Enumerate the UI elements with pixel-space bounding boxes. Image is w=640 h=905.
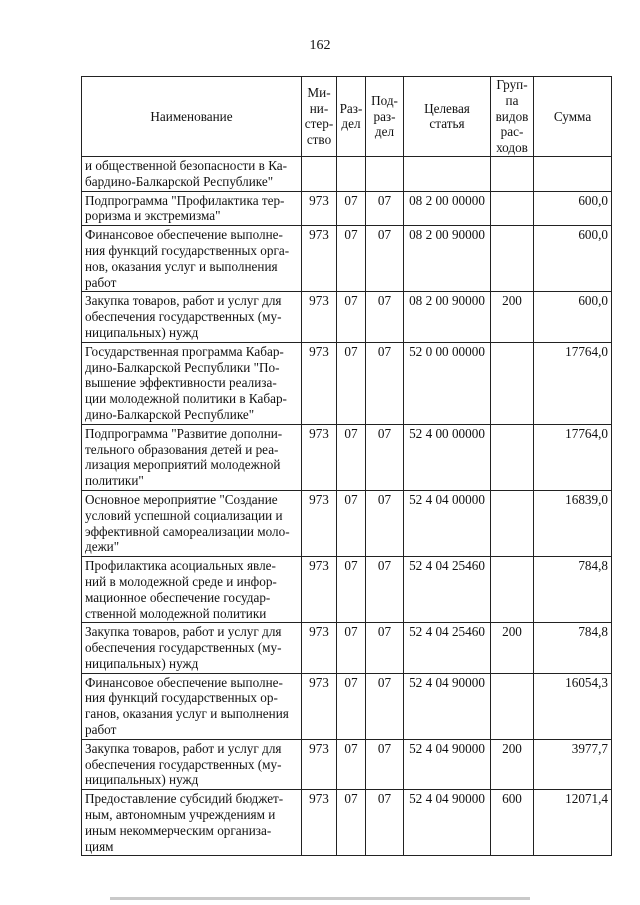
cell-target: 52 4 04 90000 [404,673,491,739]
cell-ministry: 973 [302,292,337,342]
cell-sum: 3977,7 [534,739,612,789]
cell-target: 08 2 00 90000 [404,226,491,292]
cell-group [491,673,534,739]
cell-ministry: 973 [302,226,337,292]
cell-podrazdel: 07 [366,739,404,789]
cell-name: Закупка товаров, работ и услуг для обеспечения государственных (му- ниципальных) нужд [82,292,302,342]
header-razdel: Раз- дел [337,77,366,157]
table-row [82,790,612,856]
cell-podrazdel: 07 [366,623,404,673]
cell-target: 52 4 04 90000 [404,790,491,856]
cell-podrazdel: 07 [366,292,404,342]
cell-podrazdel: 07 [366,191,404,226]
header-row [82,77,612,157]
cell-sum: 16839,0 [534,490,612,556]
page-bottom-divider [110,897,530,900]
cell-name: Подпрограмма "Развитие дополни- тельного образования детей и реа- лизация мероприятий молодежной политики" [82,424,302,490]
cell-name: и общественной безопасности в Ка- бардино-Балкарской Республике" [82,156,302,191]
cell-name: Государственная программа Кабар- дино-Балкарской Республики "По- вышение эффективности реализа- ции молодежной политики в Кабар- дино-Балкарской Республике" [82,342,302,424]
cell-group [491,490,534,556]
table-row [82,342,612,424]
cell-ministry [302,156,337,191]
cell-ministry: 973 [302,790,337,856]
cell-ministry: 973 [302,623,337,673]
cell-podrazdel: 07 [366,790,404,856]
cell-sum: 17764,0 [534,342,612,424]
table-row [82,191,612,226]
cell-name: Предоставление субсидий бюджет- ным, автономным учреждениям и иным некоммерческим организа- циям [82,790,302,856]
cell-podrazdel: 07 [366,490,404,556]
cell-razdel: 07 [337,342,366,424]
cell-razdel: 07 [337,226,366,292]
cell-sum: 784,8 [534,557,612,623]
table-row [82,557,612,623]
budget-table [81,76,612,856]
header-name: Наименование [82,77,302,157]
header-sum: Сумма [534,77,612,157]
cell-group: 200 [491,739,534,789]
cell-podrazdel: 07 [366,424,404,490]
cell-name: Закупка товаров, работ и услуг для обеспечения государственных (му- ниципальных) нужд [82,623,302,673]
cell-sum: 17764,0 [534,424,612,490]
cell-ministry: 973 [302,342,337,424]
cell-group: 200 [491,292,534,342]
cell-ministry: 973 [302,191,337,226]
cell-podrazdel: 07 [366,342,404,424]
cell-razdel: 07 [337,191,366,226]
cell-podrazdel [366,156,404,191]
table-row [82,226,612,292]
cell-ministry: 973 [302,557,337,623]
cell-target: 52 0 00 00000 [404,342,491,424]
cell-group [491,424,534,490]
cell-sum: 600,0 [534,292,612,342]
cell-group: 200 [491,623,534,673]
header-ministry: Ми- ни- стер- ство [302,77,337,157]
cell-group [491,156,534,191]
cell-name: Закупка товаров, работ и услуг для обеспечения государственных (му- ниципальных) нужд [82,739,302,789]
cell-target: 52 4 04 90000 [404,739,491,789]
cell-group [491,226,534,292]
cell-razdel: 07 [337,790,366,856]
cell-ministry: 973 [302,673,337,739]
cell-sum [534,156,612,191]
cell-podrazdel: 07 [366,557,404,623]
cell-sum: 16054,3 [534,673,612,739]
cell-name: Основное мероприятие "Создание условий успешной социализации и эффективной самореализации моло- дежи" [82,490,302,556]
header-podrazdel: Под- раз- дел [366,77,404,157]
cell-razdel: 07 [337,424,366,490]
cell-sum: 12071,4 [534,790,612,856]
cell-razdel: 07 [337,623,366,673]
cell-podrazdel: 07 [366,673,404,739]
table-row [82,623,612,673]
cell-name: Финансовое обеспечение выполне- ния функций государственных ор- ганов, оказания услуг и выполнения работ [82,673,302,739]
table-row [82,292,612,342]
cell-razdel: 07 [337,557,366,623]
table-body [82,156,612,855]
cell-razdel: 07 [337,739,366,789]
cell-razdel: 07 [337,490,366,556]
table-row [82,490,612,556]
table-row [82,424,612,490]
cell-podrazdel: 07 [366,226,404,292]
cell-group [491,342,534,424]
cell-group: 600 [491,790,534,856]
cell-razdel [337,156,366,191]
table-row [82,673,612,739]
cell-target: 52 4 00 00000 [404,424,491,490]
header-target: Целевая статья [404,77,491,157]
cell-target: 08 2 00 00000 [404,191,491,226]
cell-target: 08 2 00 90000 [404,292,491,342]
cell-sum: 600,0 [534,191,612,226]
cell-group [491,191,534,226]
cell-name: Подпрограмма "Профилактика тер- роризма и экстремизма" [82,191,302,226]
table-row [82,739,612,789]
cell-target: 52 4 04 00000 [404,490,491,556]
cell-sum: 784,8 [534,623,612,673]
cell-name: Финансовое обеспечение выполне- ния функций государственных орга- нов, оказания услуг и выполнения работ [82,226,302,292]
cell-ministry: 973 [302,490,337,556]
cell-ministry: 973 [302,739,337,789]
cell-razdel: 07 [337,673,366,739]
cell-target: 52 4 04 25460 [404,557,491,623]
page-number: 162 [309,38,331,53]
header-group: Груп- па видов рас- ходов [491,77,534,157]
cell-group [491,557,534,623]
table-header [82,77,612,157]
cell-sum: 600,0 [534,226,612,292]
cell-target [404,156,491,191]
cell-razdel: 07 [337,292,366,342]
cell-name: Профилактика асоциальных явле- ний в молодежной среде и инфор- мационное обеспечение государ- ственной молодежной политики [82,557,302,623]
cell-target: 52 4 04 25460 [404,623,491,673]
cell-ministry: 973 [302,424,337,490]
table-row [82,156,612,191]
